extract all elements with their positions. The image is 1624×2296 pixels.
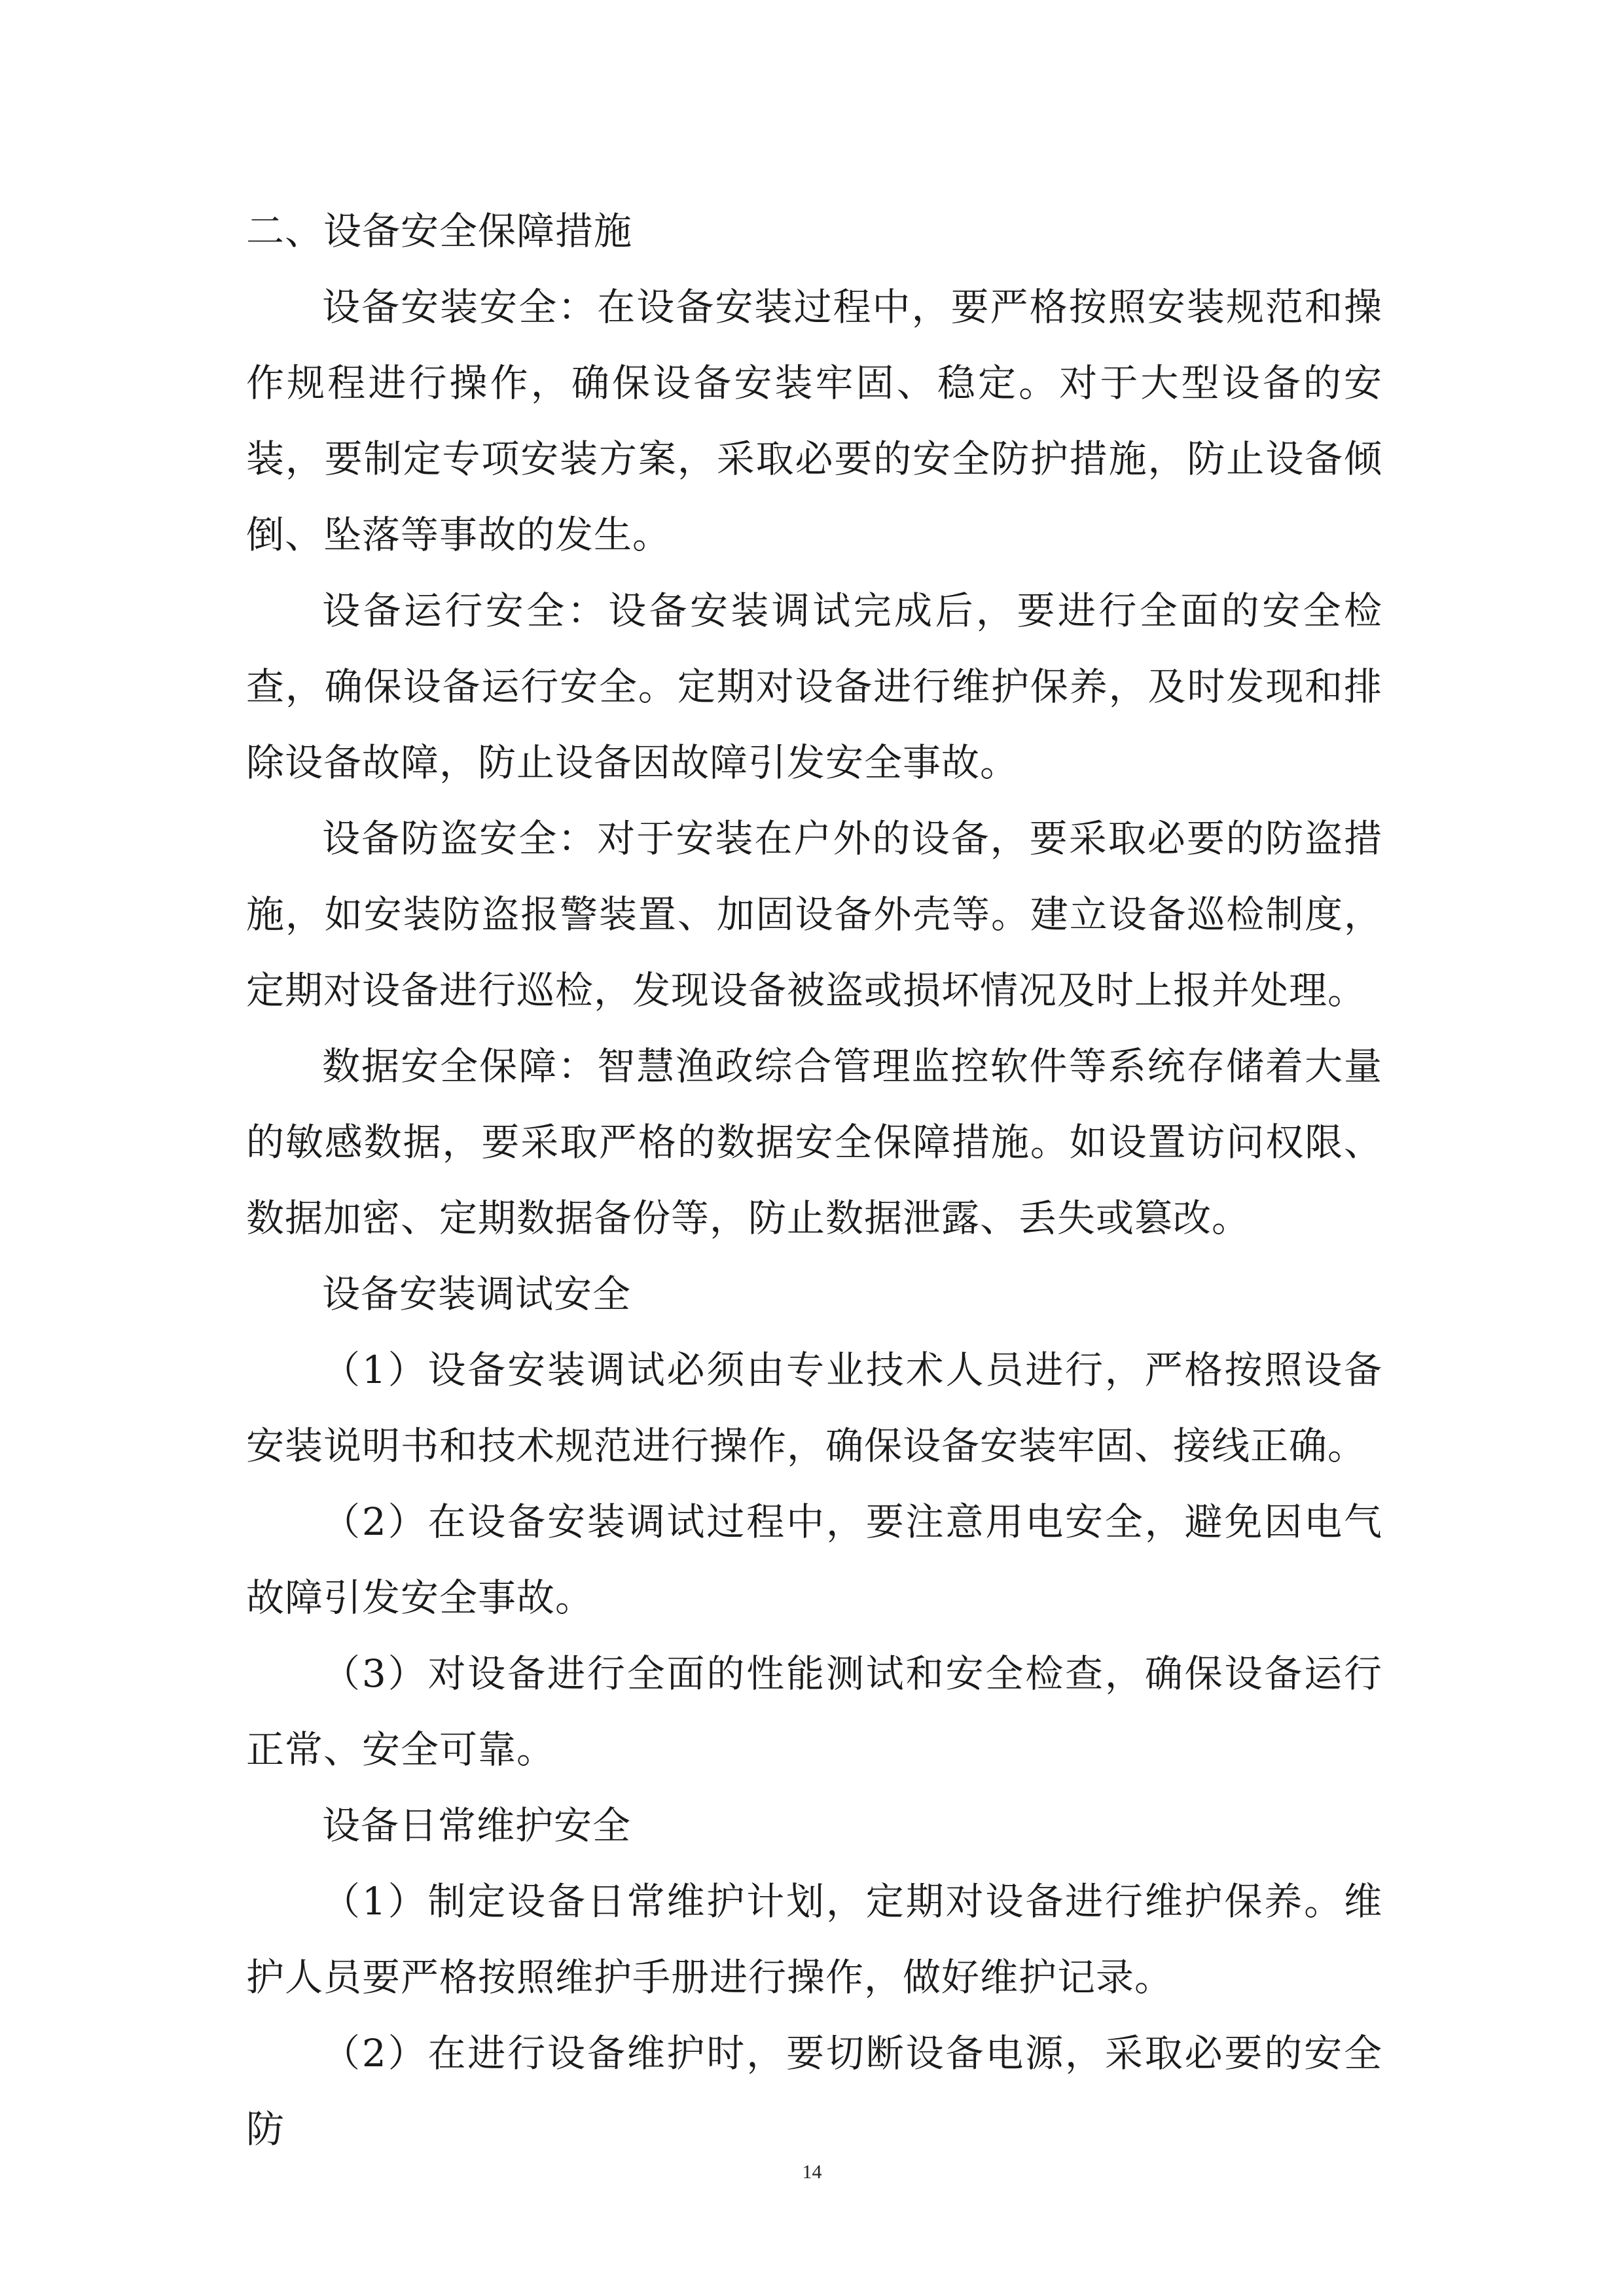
- paragraph-equipment-installation-safety: 设备安装安全：在设备安装过程中，要严格按照安装规范和操作规程进行操作，确保设备安装牢固、稳定。对于大型设备的安装，要制定专项安装方案，采取必要的安全防护措施，防止设备倾倒、坠落等事故的发生。: [246, 285, 1382, 557]
- paragraph-equipment-operation-safety: 设备运行安全：设备安装调试完成后，要进行全面的安全检查，确保设备运行安全。定期对设备进行维护保养，及时发现和排除设备故障，防止设备因故障引发安全事故。: [246, 588, 1382, 785]
- paragraph-data-security: 数据安全保障：智慧渔政综合管理监控软件等系统存储着大量的敏感数据，要采取严格的数据安全保障措施。如设置访问权限、数据加密、定期数据备份等，防止数据泄露、丢失或篡改。: [246, 1044, 1382, 1240]
- list-item-installation-3: （3）对设备进行全面的性能测试和安全检查，确保设备运行正常、安全可靠。: [246, 1651, 1382, 1772]
- list-item-installation-2: （2）在设备安装调试过程中，要注意用电安全，避免因电气故障引发安全事故。: [246, 1499, 1382, 1620]
- section-heading: 二、设备安全保障措施: [246, 209, 633, 253]
- page-number: 14: [802, 2161, 822, 2183]
- list-item-installation-1: （1）设备安装调试必须由专业技术人员进行，严格按照设备安装说明书和技术规范进行操作，确保设备安装牢固、接线正确。: [246, 1348, 1382, 1468]
- list-item-maintenance-1: （1）制定设备日常维护计划，定期对设备进行维护保养。维护人员要严格按照维护手册进行操作，做好维护记录。: [246, 1879, 1382, 2000]
- paragraph-equipment-anti-theft-safety: 设备防盗安全：对于安装在户外的设备，要采取必要的防盗措施，如安装防盗报警装置、加固设备外壳等。建立设备巡检制度，定期对设备进行巡检，发现设备被盗或损坏情况及时上报并处理。: [246, 816, 1382, 1013]
- page-body: [246, 194, 1382, 2167]
- list-item-maintenance-2: （2）在进行设备维护时，要切断设备电源，采取必要的安全防: [246, 2031, 1382, 2151]
- subheading-daily-maintenance-safety: 设备日常维护安全: [322, 1803, 632, 1848]
- subheading-installation-debugging-safety: 设备安装调试安全: [322, 1272, 632, 1316]
